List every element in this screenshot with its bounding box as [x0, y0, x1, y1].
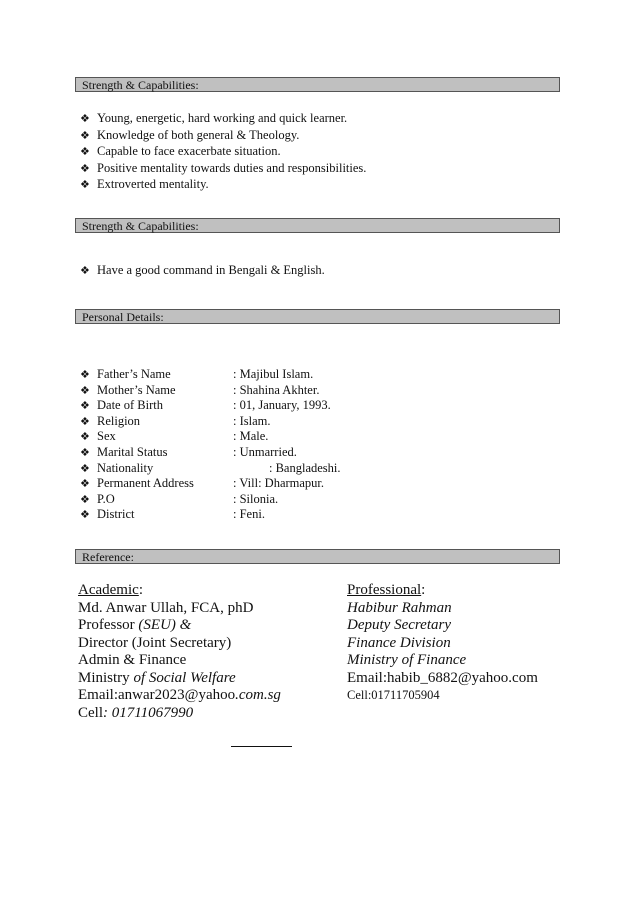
- academic-name: Md. Anwar Ullah, FCA, phD: [78, 599, 254, 616]
- reference-academic: [78, 582, 281, 722]
- diamond-bullet-icon: ❖: [80, 462, 90, 475]
- detail-row: ❖ Religion : Islam.: [80, 414, 341, 430]
- professional-division: Finance Division: [347, 634, 451, 651]
- diamond-bullet-icon: ❖: [80, 493, 90, 506]
- academic-email: Email:anwar2023@yahoo.com.sg: [78, 687, 281, 703]
- professional-title: Deputy Secretary: [347, 617, 451, 633]
- list-item: ❖ Capable to face exacerbate situation.: [80, 143, 366, 160]
- detail-row: ❖ Father’s Name : Majibul Islam.: [80, 367, 341, 383]
- diamond-bullet-icon: ❖: [80, 146, 90, 159]
- academic-role: Director (Joint Secretary): [78, 634, 232, 651]
- list-item: ❖ Knowledge of both general & Theology.: [80, 127, 366, 144]
- detail-row: ❖ Permanent Address : Vill: Dharmapur.: [80, 476, 341, 492]
- diamond-bullet-icon: ❖: [80, 369, 90, 381]
- detail-row: ❖ Nationality : Bangladeshi.: [80, 461, 341, 477]
- academic-ministry: Ministry of Social Welfare: [78, 669, 236, 686]
- diamond-bullet-icon: ❖: [80, 129, 90, 142]
- strengths-list: [80, 110, 366, 193]
- academic-dept: Admin & Finance: [78, 652, 187, 668]
- detail-row: ❖ P.O : Silonia.: [80, 492, 341, 508]
- diamond-bullet-icon: ❖: [80, 179, 90, 192]
- reference-professional: [347, 582, 538, 705]
- professional-heading: Professional:: [347, 582, 426, 598]
- list-item: ❖ Positive mentality towards duties and responsibilities.: [80, 160, 366, 177]
- diamond-bullet-icon: ❖: [80, 509, 90, 522]
- diamond-bullet-icon: ❖: [80, 265, 90, 277]
- section-header-strength-2: Strength & Capabilities:: [75, 218, 560, 233]
- signature-line: [231, 746, 292, 747]
- detail-row: ❖ Mother’s Name : Shahina Akhter.: [80, 383, 341, 399]
- detail-row: ❖ Sex : Male.: [80, 429, 341, 445]
- academic-cell: Cell: 01711067990: [78, 704, 194, 721]
- language-list: [80, 262, 325, 279]
- diamond-bullet-icon: ❖: [80, 384, 90, 397]
- list-item: ❖ Have a good command in Bengali & English.: [80, 262, 325, 279]
- professional-cell: Cell:01711705904: [347, 688, 440, 702]
- academic-heading: Academic:: [78, 582, 143, 598]
- detail-row: ❖ Marital Status : Unmarried.: [80, 445, 341, 461]
- professional-name: Habibur Rahman: [347, 599, 452, 616]
- detail-row: ❖ Date of Birth : 01, January, 1993.: [80, 398, 341, 414]
- section-header-personal: Personal Details:: [75, 309, 560, 324]
- section-header-reference: Reference:: [75, 549, 560, 564]
- section-header-strength: Strength & Capabilities:: [75, 77, 560, 92]
- list-item: ❖ Young, energetic, hard working and quick learner.: [80, 110, 366, 127]
- diamond-bullet-icon: ❖: [80, 400, 90, 413]
- diamond-bullet-icon: ❖: [80, 478, 90, 491]
- academic-title: Professor (SEU) &: [78, 617, 192, 633]
- diamond-bullet-icon: ❖: [80, 113, 90, 125]
- diamond-bullet-icon: ❖: [80, 431, 90, 444]
- diamond-bullet-icon: ❖: [80, 446, 90, 459]
- diamond-bullet-icon: ❖: [80, 162, 90, 175]
- personal-details-list: [80, 367, 341, 523]
- list-item: ❖ Extroverted mentality.: [80, 176, 366, 193]
- detail-row: ❖ District : Feni.: [80, 507, 341, 523]
- professional-email: Email:habib_6882@yahoo.com: [347, 669, 538, 686]
- professional-ministry: Ministry of Finance: [347, 652, 467, 668]
- diamond-bullet-icon: ❖: [80, 415, 90, 428]
